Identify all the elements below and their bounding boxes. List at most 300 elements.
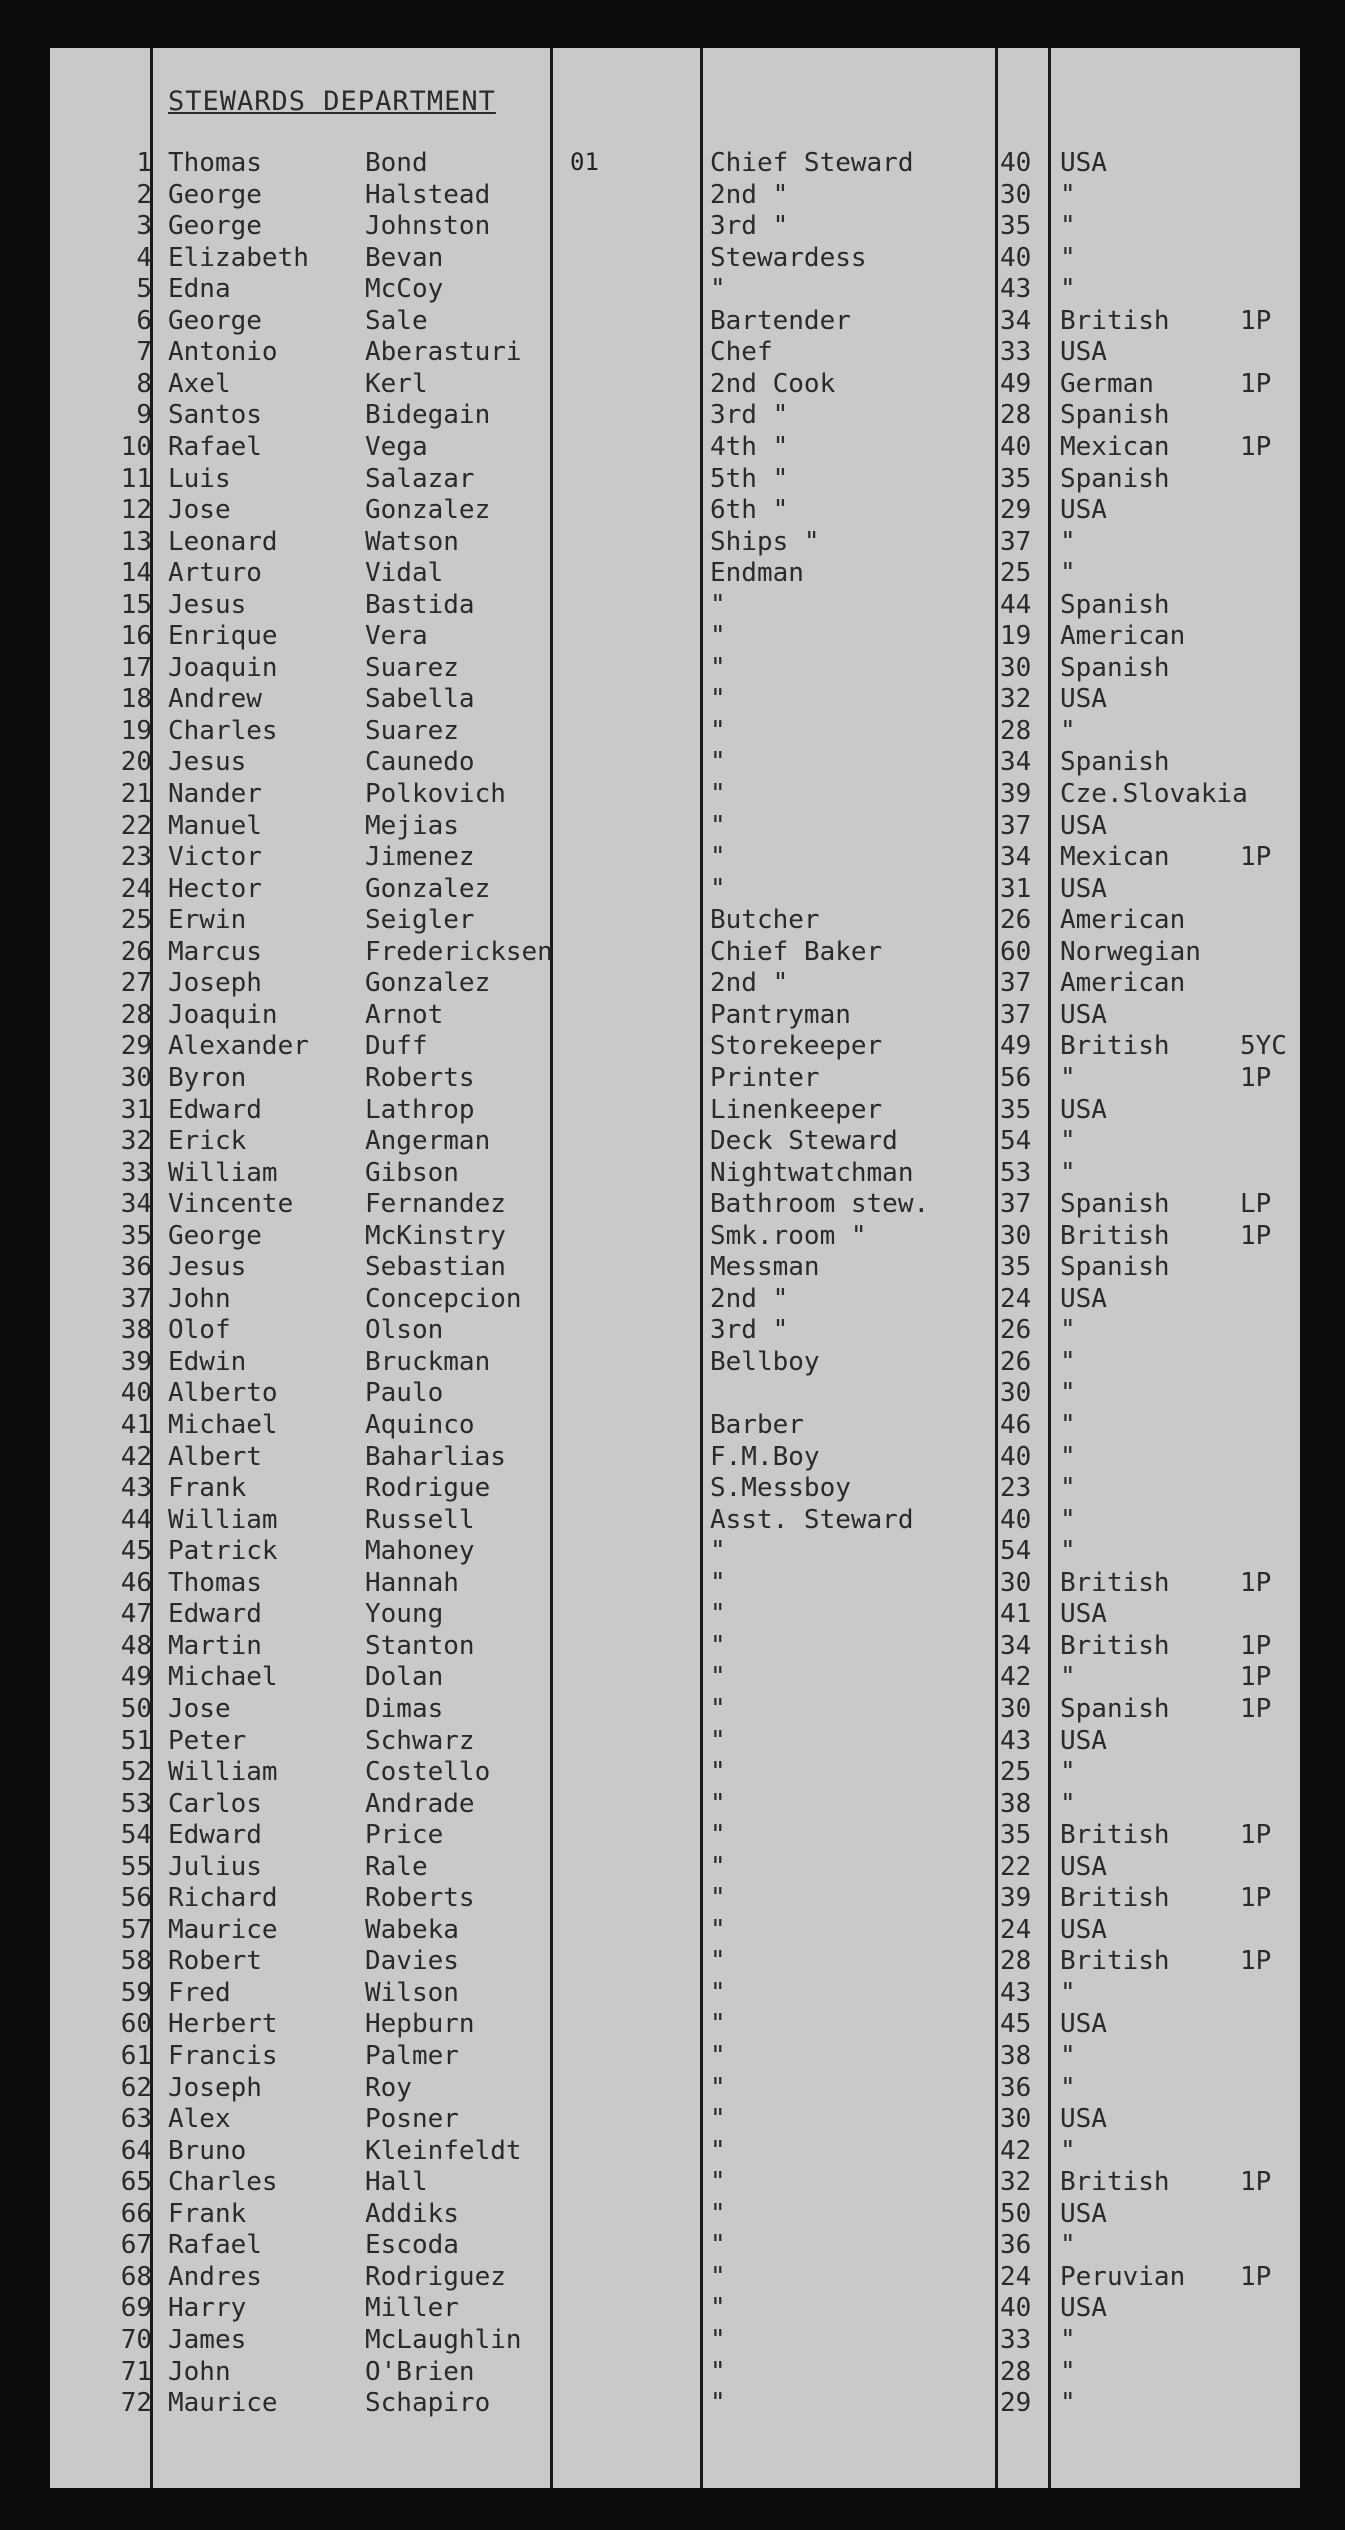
nationality: USA — [1060, 1915, 1107, 1945]
position: " — [710, 716, 726, 746]
last-name: Gonzalez — [365, 495, 491, 525]
last-name: Bidegain — [365, 400, 491, 430]
row-number: 55 — [120, 1852, 152, 1882]
table-row — [50, 1662, 1300, 1693]
first-name: Maurice — [168, 1915, 278, 1945]
last-name: Duff — [365, 1031, 428, 1061]
table-row — [50, 1536, 1300, 1567]
row-number: 64 — [120, 2136, 152, 2166]
first-name: Edwin — [168, 1347, 247, 1377]
table-row — [50, 1978, 1300, 2009]
age: 30 — [1000, 1694, 1032, 1724]
age: 22 — [1000, 1852, 1032, 1882]
position: Ships " — [710, 527, 820, 557]
age: 26 — [1000, 1315, 1032, 1345]
last-name: Roberts — [365, 1063, 475, 1093]
age: 29 — [1000, 495, 1032, 525]
last-name: Johnston — [365, 211, 491, 241]
age: 40 — [1000, 148, 1032, 178]
nationality: Spanish — [1060, 400, 1170, 430]
last-name: Bruckman — [365, 1347, 491, 1377]
first-name: Andres — [168, 2262, 262, 2292]
position: 3rd " — [710, 400, 789, 430]
position: " — [710, 2136, 726, 2166]
first-name: Alberto — [168, 1378, 278, 1408]
position: Deck Steward — [710, 1126, 898, 1156]
age: 46 — [1000, 1410, 1032, 1440]
age: 37 — [1000, 1189, 1032, 1219]
stray-mark: 01 — [570, 148, 599, 176]
last-name: Watson — [365, 527, 459, 557]
table-row — [50, 716, 1300, 747]
nationality: Peruvian — [1060, 2262, 1186, 2292]
row-number: 2 — [136, 180, 152, 210]
note: 1P — [1240, 1662, 1272, 1692]
table-row — [50, 243, 1300, 274]
first-name: Fred — [168, 1978, 231, 2008]
nationality: " — [1060, 1315, 1076, 1345]
row-number: 8 — [136, 369, 152, 399]
nationality: USA — [1060, 495, 1107, 525]
position: " — [710, 2073, 726, 2103]
row-number: 72 — [120, 2388, 152, 2418]
nationality: USA — [1060, 1000, 1107, 1030]
table-row — [50, 2167, 1300, 2198]
row-number: 17 — [120, 653, 152, 683]
age: 33 — [1000, 337, 1032, 367]
table-row — [50, 1347, 1300, 1378]
table-row — [50, 2357, 1300, 2388]
nationality: " — [1060, 1978, 1076, 2008]
nationality: " — [1060, 1158, 1076, 1188]
last-name: Hall — [365, 2167, 428, 2197]
age: 26 — [1000, 1347, 1032, 1377]
table-row — [50, 1820, 1300, 1851]
table-row — [50, 1031, 1300, 1062]
position: " — [710, 1883, 726, 1913]
last-name: Halstead — [365, 180, 491, 210]
table-row — [50, 2136, 1300, 2167]
position: Storekeeper — [710, 1031, 883, 1061]
first-name: Thomas — [168, 148, 262, 178]
nationality: " — [1060, 1789, 1076, 1819]
row-number: 10 — [120, 432, 152, 462]
last-name: Suarez — [365, 716, 459, 746]
last-name: Wilson — [365, 1978, 459, 2008]
position: 2nd " — [710, 180, 789, 210]
first-name: Michael — [168, 1662, 278, 1692]
nationality: " — [1060, 1063, 1076, 1093]
row-number: 43 — [120, 1473, 152, 1503]
row-number: 62 — [120, 2073, 152, 2103]
first-name: Alexander — [168, 1031, 309, 1061]
note: 1P — [1240, 1946, 1272, 1976]
position: " — [710, 2199, 726, 2229]
position: S.Messboy — [710, 1473, 851, 1503]
nationality: American — [1060, 968, 1186, 998]
nationality: " — [1060, 1442, 1076, 1472]
nationality: USA — [1060, 148, 1107, 178]
last-name: Hepburn — [365, 2009, 475, 2039]
row-number: 71 — [120, 2357, 152, 2387]
row-number: 51 — [120, 1726, 152, 1756]
position: 3rd " — [710, 211, 789, 241]
row-number: 45 — [120, 1536, 152, 1566]
row-number: 48 — [120, 1631, 152, 1661]
row-number: 32 — [120, 1126, 152, 1156]
row-number: 65 — [120, 2167, 152, 2197]
last-name: Vidal — [365, 558, 444, 588]
nationality: " — [1060, 558, 1076, 588]
table-row — [50, 558, 1300, 589]
note: 1P — [1240, 842, 1272, 872]
table-row — [50, 180, 1300, 211]
position: " — [710, 2104, 726, 2134]
nationality: " — [1060, 1662, 1076, 1692]
first-name: Jesus — [168, 1252, 247, 1282]
position: Stewardess — [710, 243, 867, 273]
nationality: " — [1060, 1473, 1076, 1503]
first-name: Joaquin — [168, 653, 278, 683]
nationality: USA — [1060, 337, 1107, 367]
first-name: Manuel — [168, 811, 262, 841]
position: Printer — [710, 1063, 820, 1093]
table-row — [50, 1442, 1300, 1473]
nationality: British — [1060, 1568, 1170, 1598]
row-number: 3 — [136, 211, 152, 241]
table-row — [50, 1252, 1300, 1283]
last-name: Baharlias — [365, 1442, 506, 1472]
age: 38 — [1000, 1789, 1032, 1819]
age: 30 — [1000, 1568, 1032, 1598]
age: 36 — [1000, 2073, 1032, 2103]
nationality: Spanish — [1060, 1694, 1170, 1724]
row-number: 58 — [120, 1946, 152, 1976]
position: Linenkeeper — [710, 1095, 883, 1125]
note: 1P — [1240, 306, 1272, 336]
position: Chief Steward — [710, 148, 914, 178]
nationality: British — [1060, 2167, 1170, 2197]
note: 1P — [1240, 432, 1272, 462]
age: 40 — [1000, 1442, 1032, 1472]
last-name: Costello — [365, 1757, 491, 1787]
age: 56 — [1000, 1063, 1032, 1093]
first-name: Arturo — [168, 558, 262, 588]
age: 33 — [1000, 2325, 1032, 2355]
nationality: USA — [1060, 1726, 1107, 1756]
age: 40 — [1000, 432, 1032, 462]
row-number: 54 — [120, 1820, 152, 1850]
first-name: Joseph — [168, 968, 262, 998]
nationality: American — [1060, 905, 1186, 935]
last-name: Rale — [365, 1852, 428, 1882]
row-number: 13 — [120, 527, 152, 557]
table-row — [50, 1568, 1300, 1599]
age: 49 — [1000, 369, 1032, 399]
last-name: Wabeka — [365, 1915, 459, 1945]
table-row — [50, 1158, 1300, 1189]
position: Barber — [710, 1410, 804, 1440]
first-name: Santos — [168, 400, 262, 430]
first-name: Patrick — [168, 1536, 278, 1566]
first-name: Hector — [168, 874, 262, 904]
nationality: USA — [1060, 874, 1107, 904]
age: 50 — [1000, 2199, 1032, 2229]
first-name: Jesus — [168, 590, 247, 620]
position: " — [710, 2230, 726, 2260]
age: 30 — [1000, 1221, 1032, 1251]
position: Bellboy — [710, 1347, 820, 1377]
first-name: Vincente — [168, 1189, 294, 1219]
nationality: " — [1060, 2388, 1076, 2418]
nationality: " — [1060, 2041, 1076, 2071]
row-number: 49 — [120, 1662, 152, 1692]
nationality: " — [1060, 2357, 1076, 2387]
position: " — [710, 274, 726, 304]
last-name: Bevan — [365, 243, 444, 273]
note: LP — [1240, 1189, 1272, 1219]
table-row — [50, 2041, 1300, 2072]
age: 37 — [1000, 968, 1032, 998]
age: 34 — [1000, 842, 1032, 872]
table-row — [50, 2104, 1300, 2135]
row-number: 25 — [120, 905, 152, 935]
nationality: " — [1060, 1126, 1076, 1156]
position: 2nd " — [710, 968, 789, 998]
age: 32 — [1000, 684, 1032, 714]
first-name: Martin — [168, 1631, 262, 1661]
row-number: 15 — [120, 590, 152, 620]
position: " — [710, 1978, 726, 2008]
last-name: Aberasturi — [365, 337, 522, 367]
first-name: John — [168, 2357, 231, 2387]
nationality: " — [1060, 2136, 1076, 2166]
row-number: 11 — [120, 464, 152, 494]
age: 35 — [1000, 1252, 1032, 1282]
nationality: " — [1060, 1536, 1076, 1566]
nationality: Spanish — [1060, 1252, 1170, 1282]
nationality: USA — [1060, 2104, 1107, 2134]
nationality: USA — [1060, 1852, 1107, 1882]
last-name: Jimenez — [365, 842, 475, 872]
age: 40 — [1000, 1505, 1032, 1535]
last-name: Sale — [365, 306, 428, 336]
table-row — [50, 1189, 1300, 1220]
row-number: 26 — [120, 937, 152, 967]
first-name: Marcus — [168, 937, 262, 967]
position: Butcher — [710, 905, 820, 935]
age: 44 — [1000, 590, 1032, 620]
age: 28 — [1000, 2357, 1032, 2387]
position: Asst. Steward — [710, 1505, 914, 1535]
note: 1P — [1240, 1883, 1272, 1913]
first-name: Albert — [168, 1442, 262, 1472]
row-number: 61 — [120, 2041, 152, 2071]
table-row — [50, 621, 1300, 652]
first-name: George — [168, 211, 262, 241]
position: " — [710, 1757, 726, 1787]
nationality: " — [1060, 716, 1076, 746]
row-number: 14 — [120, 558, 152, 588]
table-row — [50, 337, 1300, 368]
nationality: British — [1060, 1631, 1170, 1661]
nationality: " — [1060, 2073, 1076, 2103]
age: 43 — [1000, 1726, 1032, 1756]
age: 35 — [1000, 1095, 1032, 1125]
first-name: Maurice — [168, 2388, 278, 2418]
row-number: 30 — [120, 1063, 152, 1093]
row-number: 70 — [120, 2325, 152, 2355]
age: 40 — [1000, 2293, 1032, 2323]
position: Chef — [710, 337, 773, 367]
row-number: 57 — [120, 1915, 152, 1945]
age: 53 — [1000, 1158, 1032, 1188]
first-name: Frank — [168, 2199, 247, 2229]
first-name: Carlos — [168, 1789, 262, 1819]
nationality: Cze.Slovakia — [1060, 779, 1248, 809]
age: 24 — [1000, 1284, 1032, 1314]
nationality: " — [1060, 1347, 1076, 1377]
table-row — [50, 2009, 1300, 2040]
row-number: 33 — [120, 1158, 152, 1188]
age: 43 — [1000, 1978, 1032, 2008]
last-name: Kleinfeldt — [365, 2136, 522, 2166]
last-name: Posner — [365, 2104, 459, 2134]
last-name: Paulo — [365, 1378, 444, 1408]
last-name: Mejias — [365, 811, 459, 841]
last-name: Kerl — [365, 369, 428, 399]
age: 23 — [1000, 1473, 1032, 1503]
first-name: George — [168, 306, 262, 336]
first-name: Joaquin — [168, 1000, 278, 1030]
age: 30 — [1000, 653, 1032, 683]
position: " — [710, 1852, 726, 1882]
first-name: Byron — [168, 1063, 247, 1093]
nationality: Spanish — [1060, 464, 1170, 494]
last-name: Arnot — [365, 1000, 444, 1030]
position: " — [710, 621, 726, 651]
age: 34 — [1000, 747, 1032, 777]
age: 30 — [1000, 1378, 1032, 1408]
position: " — [710, 1599, 726, 1629]
age: 32 — [1000, 2167, 1032, 2197]
row-number: 31 — [120, 1095, 152, 1125]
table-row — [50, 1000, 1300, 1031]
age: 30 — [1000, 2104, 1032, 2134]
age: 28 — [1000, 400, 1032, 430]
last-name: Vera — [365, 621, 428, 651]
table-row — [50, 684, 1300, 715]
last-name: McLaughlin — [365, 2325, 522, 2355]
first-name: Edward — [168, 1095, 262, 1125]
position: " — [710, 2262, 726, 2292]
last-name: Price — [365, 1820, 444, 1850]
last-name: Gibson — [365, 1158, 459, 1188]
age: 26 — [1000, 905, 1032, 935]
nationality: Norwegian — [1060, 937, 1201, 967]
position: " — [710, 590, 726, 620]
first-name: Robert — [168, 1946, 262, 1976]
table-row — [50, 432, 1300, 463]
first-name: Thomas — [168, 1568, 262, 1598]
first-name: Charles — [168, 2167, 278, 2197]
table-row — [50, 274, 1300, 305]
row-number: 34 — [120, 1189, 152, 1219]
table-row — [50, 1284, 1300, 1315]
age: 35 — [1000, 464, 1032, 494]
nationality: " — [1060, 2230, 1076, 2260]
row-number: 19 — [120, 716, 152, 746]
table-row — [50, 1126, 1300, 1157]
table-row — [50, 1631, 1300, 1662]
age: 39 — [1000, 1883, 1032, 1913]
first-name: Antonio — [168, 337, 278, 367]
first-name: Joseph — [168, 2073, 262, 2103]
first-name: Edward — [168, 1820, 262, 1850]
age: 35 — [1000, 1820, 1032, 1850]
nationality: Mexican — [1060, 432, 1170, 462]
row-number: 66 — [120, 2199, 152, 2229]
row-number: 41 — [120, 1410, 152, 1440]
nationality: USA — [1060, 2199, 1107, 2229]
table-row — [50, 937, 1300, 968]
age: 37 — [1000, 527, 1032, 557]
nationality: British — [1060, 1883, 1170, 1913]
table-row — [50, 1915, 1300, 1946]
nationality: German — [1060, 369, 1154, 399]
row-number: 20 — [120, 747, 152, 777]
row-number: 24 — [120, 874, 152, 904]
row-number: 4 — [136, 243, 152, 273]
position: Chief Baker — [710, 937, 883, 967]
row-number: 18 — [120, 684, 152, 714]
last-name: Mahoney — [365, 1536, 475, 1566]
row-number: 40 — [120, 1378, 152, 1408]
first-name: Alex — [168, 2104, 231, 2134]
table-row — [50, 148, 1300, 179]
position: Endman — [710, 558, 804, 588]
first-name: Rafael — [168, 2230, 262, 2260]
first-name: George — [168, 1221, 262, 1251]
position: " — [710, 1946, 726, 1976]
age: 36 — [1000, 2230, 1032, 2260]
position: " — [710, 2325, 726, 2355]
nationality: " — [1060, 274, 1076, 304]
position: " — [710, 1662, 726, 1692]
first-name: Edward — [168, 1599, 262, 1629]
nationality: Spanish — [1060, 747, 1170, 777]
nationality: " — [1060, 1505, 1076, 1535]
position: " — [710, 1694, 726, 1724]
table-row — [50, 779, 1300, 810]
table-row — [50, 1789, 1300, 1820]
age: 49 — [1000, 1031, 1032, 1061]
position: " — [710, 1726, 726, 1756]
age: 39 — [1000, 779, 1032, 809]
position: 6th " — [710, 495, 789, 525]
row-number: 36 — [120, 1252, 152, 1282]
age: 54 — [1000, 1536, 1032, 1566]
row-number: 5 — [136, 274, 152, 304]
last-name: Andrade — [365, 1789, 475, 1819]
first-name: John — [168, 1284, 231, 1314]
last-name: Fernandez — [365, 1189, 506, 1219]
position: 2nd Cook — [710, 369, 836, 399]
last-name: Miller — [365, 2293, 459, 2323]
first-name: Bruno — [168, 2136, 247, 2166]
age: 19 — [1000, 621, 1032, 651]
nationality: USA — [1060, 1284, 1107, 1314]
